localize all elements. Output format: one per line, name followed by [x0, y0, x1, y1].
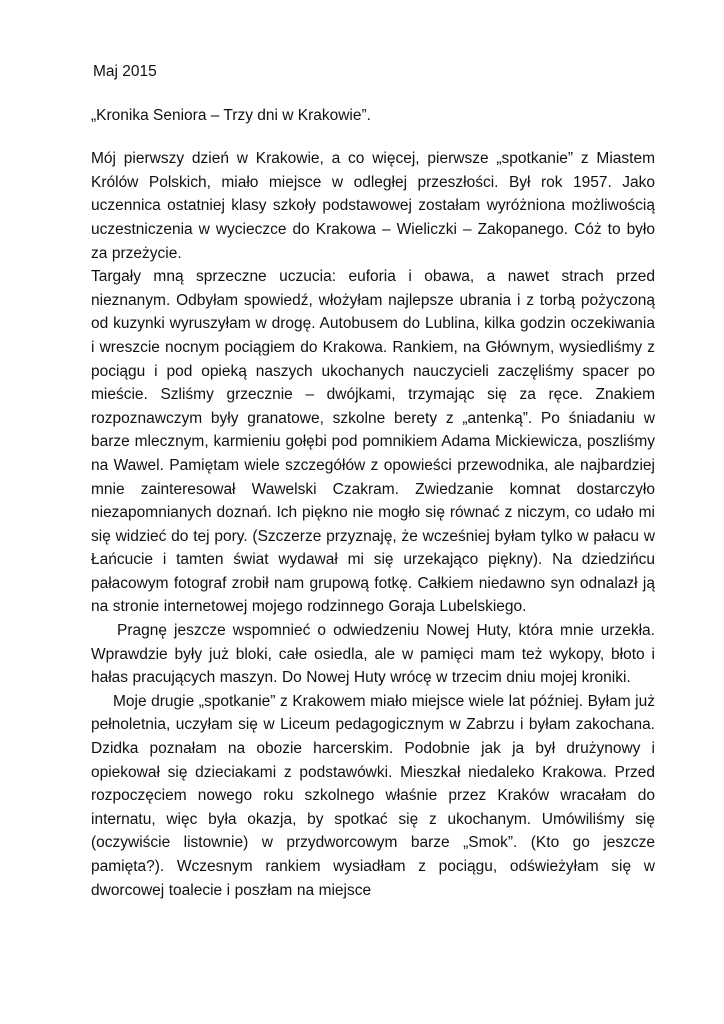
document-page	[91, 60, 655, 902]
document-body	[91, 147, 655, 902]
paragraph-second-meeting: Moje drugie „spotkanie” z Krakowem miało miejsce wiele lat później. Byłam już pełnoletnia, uczyłam się w Liceum pedagogicznym w Zabrzu i byłam zakochana. Dzidka poznałam na obozie harcerskim. Podobnie jak ja był drużynowy i opiekował się dzieciakami z podstawówki. Mieszkał niedaleko Krakowa. Przed rozpoczęciem nowego roku szkolnego właśnie przez Kraków wracałam do internatu, więc była okazja, by spotkać się z ukochanym. Umówiliśmy się (oczywiście listownie) w przydworcowym barze „Smok”. (Kto go jeszcze pamięta?). Wczesnym rankiem wysiadłam z pociągu, odświeżyłam się w dworcowej toalecie i poszłam na miejsce	[91, 692, 655, 899]
document-title: „Kronika Seniora – Trzy dni w Krakowie”.	[91, 106, 371, 124]
paragraph-feelings: Targały mną sprzeczne uczucia: euforia i obawa, a nawet strach przed nieznanym. Odbyłam spowiedź, włożyłam najlepsze ubrania i z torbą pożyczoną od kuzynki wyruszyłam w drogę. Autobusem do Lublina, kilka godzin oczekiwania i wreszcie nocnym pociągiem do Krakowa. Rankiem, na Głównym, wysiedliśmy z pociągu i pod opieką naszych ukochanych nauczycieli zaczęliśmy spacer po mieście. Szliśmy grzecznie – dwójkami, trzymając się za ręce. Znakiem rozpoznawczym były granatowe, szkolne berety z „antenką”. Po śniadaniu w barze mlecznym, karmieniu gołębi pod pomnikiem Adama Mickiewicza, poszliśmy na Wawel. Pamiętam wiele szczegółów z opowieści przewodnika, ale najbardziej mnie zainteresował Wawelski Czakram. Zwiedzanie komnat dostarczyło niezapomnianych doznań. Ich piękno nie mogło się równać z niczym, co udało mi się widzieć do tej pory. (Szczerze przyznaję, że wcześniej byłam tylko w pałacu w Łańcucie i tamten świat wydawał mi się urzekająco piękny). Na dziedzińcu pałacowym fotograf zrobił nam grupową fotkę. Całkiem niedawno syn odnalazł ją na stronie internetowej mojego rodzinnego Goraja Lubelskiego.	[91, 268, 655, 616]
paragraph-first-day: Mój pierwszy dzień w Krakowie, a co więcej, pierwsze „spotkanie” z Miastem Królów Polskich, miało miejsce w odległej przeszłości. Był rok 1957. Jako uczennica ostatniej klasy szkoły podstawowej zostałam wyróżniona możliwością uczestniczenia w wycieczce do Krakowa – Wieliczki – Zakopanego. Cóż to było za przeżycie.	[91, 150, 655, 262]
paragraph-nowa-huta: Pragnę jeszcze wspomnieć o odwiedzeniu Nowej Huty, która mnie urzekła. Wprawdzie były już bloki, całe osiedla, ale w pamięci mam też wykopy, błoto i hałas pracujących maszyn. Do Nowej Huty wrócę w trzecim dniu mojej kroniki.	[91, 622, 655, 687]
document-date: Maj 2015	[93, 63, 157, 80]
